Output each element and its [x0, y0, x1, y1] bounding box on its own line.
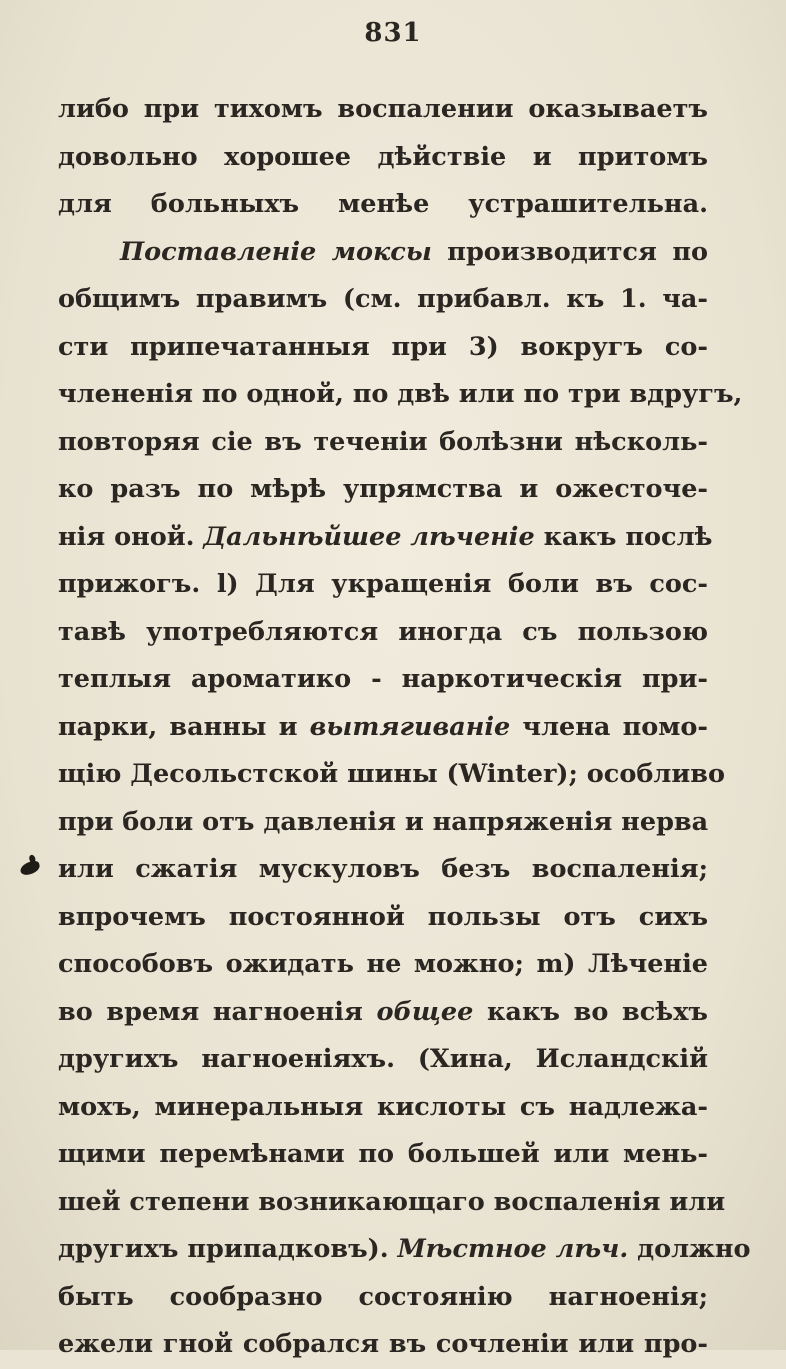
ink-blot-mark — [19, 859, 42, 877]
text-line: другихъ нагноеніяхъ. (Хина, Исландскій — [58, 1044, 708, 1074]
text-line: ежели гной собрался въ сочленіи или про- — [58, 1329, 708, 1359]
text-line: для больныхъ менѣе устрашительна. — [58, 189, 708, 219]
text-line: тавѣ употребляются иногда съ пользою — [58, 616, 708, 647]
text-span: какъ во всѣхъ — [473, 996, 708, 1027]
text-span: во время нагноенія — [58, 996, 377, 1027]
text-line — [58, 229, 708, 277]
page-number: 831 — [364, 18, 422, 48]
text-line: либо при тихомъ воспалении оказываетъ — [58, 94, 708, 124]
text-line — [58, 989, 708, 1037]
text-line: шей степени возникающаго воспаленія или — [58, 1186, 726, 1217]
text-line: теплыя ароматико - наркотическія при- — [58, 664, 708, 694]
text-line: при боли отъ давленія и напряженія нерва — [58, 806, 709, 837]
italic-phrase: общее — [376, 996, 474, 1027]
text-span: другихъ припадковъ). — [58, 1234, 398, 1264]
text-line: повторяя сіе въ теченіи болѣзни нѣсколь- — [58, 426, 708, 457]
italic-phrase: Поставленіе моксы — [120, 236, 432, 267]
text-span: какъ послѣ — [534, 521, 713, 552]
text-line: довольно хорошее дѣйствіе и притомъ — [58, 141, 708, 172]
text-line: общимъ правимъ (см. прибавл. къ 1. ча- — [58, 284, 708, 314]
text-span: производится по — [431, 236, 708, 267]
italic-phrase: вытягиваніе — [309, 711, 511, 742]
text-line: сти припечатанныя при 3) вокругъ со- — [58, 331, 708, 362]
text-line: ко разъ по мѣрѣ упрямства и ожесточе- — [58, 474, 708, 504]
text-line — [58, 1226, 751, 1274]
text-line: щію Десольстской шины (Winter); особливо — [58, 759, 725, 789]
text-span: члена помо- — [510, 711, 708, 742]
text-span: должно — [628, 1234, 751, 1264]
text-line: члененія по одной, по двѣ или по три вдругъ, — [58, 379, 743, 409]
text-span: нія оной. — [58, 521, 204, 552]
text-line: мохъ, минеральныя кислоты съ надлежа- — [58, 1091, 708, 1122]
text-line: щими перемѣнами по большей или мень- — [58, 1139, 708, 1169]
text-line: быть сообразно состоянію нагноенія; — [58, 1281, 708, 1312]
text-line: прижогъ. l) Для укращенія боли въ сос- — [58, 569, 708, 599]
text-span: парки, ванны и — [58, 711, 310, 742]
text-line: способовъ ожидать не можно; m) Лѣченіе — [58, 949, 708, 979]
text-line — [58, 704, 708, 752]
text-line — [58, 514, 713, 562]
body-text — [58, 86, 751, 1369]
italic-phrase: Дальнѣйшее лѣченіе — [203, 521, 535, 552]
text-line: или сжатія мускуловъ безъ воспаленія; — [58, 854, 708, 884]
text-line: впрочемъ постоянной пользы отъ сихъ — [58, 901, 708, 932]
italic-phrase: Мѣстное лѣч. — [397, 1234, 629, 1264]
